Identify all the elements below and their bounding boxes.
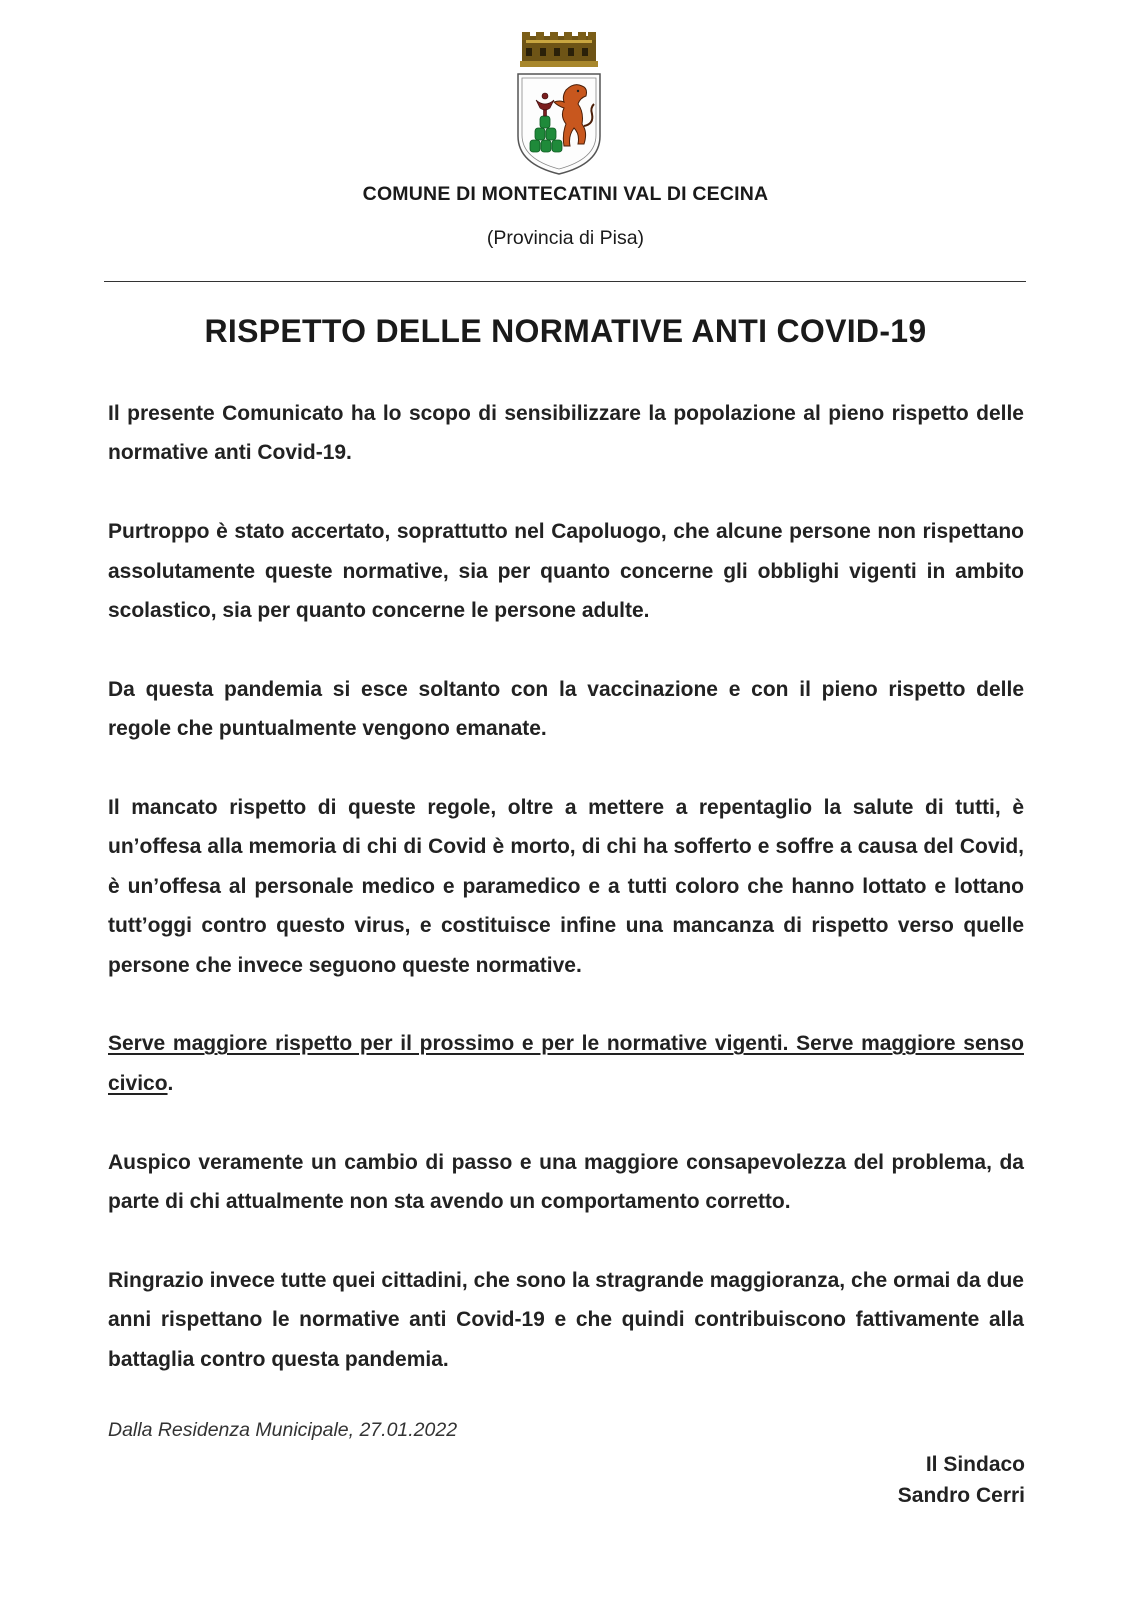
paragraph: Auspico veramente un cambio di passo e una maggiore consapevolezza del problema, da parte di chi attualmente non sta avendo un comportamento corretto. [108,1150,1024,1214]
dateline: Dalla Residenza Municipale, 27.01.2022 [108,1419,458,1441]
emphasis-paragraph [108,1024,1024,1103]
crown-icon [520,32,598,67]
signature-role: Il Sindaco [925,1453,1025,1476]
paragraph: Purtroppo è stato accertato, soprattutto nel Capoluogo, che alcune persone non rispettano assolutamente queste normative, sia per quanto concerne gli obblighi vigenti in ambito scolastico, sia per quanto concerne le persone adulte. [108,520,1024,623]
underlined-text: Serve maggiore rispetto per il prossimo e per le normative vigenti. Serve maggiore senso civico [108,1032,1024,1095]
organization-province: (Provincia di Pisa) [486,227,645,249]
organization-name: COMUNE DI MONTECATINI VAL DI CECINA [362,183,769,205]
document-title: RISPETTO DELLE NORMATIVE ANTI COVID-19 [204,313,927,349]
paragraph: Il mancato rispetto di queste regole, oltre a mettere a repentaglio la salute di tutti, è un’offesa alla memoria di chi di Covid è morto, di chi ha sofferto e soffre a causa del Covid, è un’offesa al personale medico e paramedico e a tutti coloro che hanno lottato e lottano tutt’oggi contro questo virus, e costituisce infine una mancanza di rispetto verso quelle persone che invece seguono queste normative. [108,796,1024,977]
paragraph: Da questa pandemia si esce soltanto con la vaccinazione e con il pieno rispetto delle regole che puntualmente vengono emanate. [108,677,1024,741]
signature-block [898,1449,1025,1511]
signature-name: Sandro Cerri [897,1484,1025,1507]
municipal-crest-icon [508,28,610,178]
paragraph: Ringrazio invece tutte quei cittadini, che sono la stragrande maggioranza, che ormai da due anni rispettano le normative anti Covid-19 e che quindi contribuiscono fattivamente alla battaglia contro questa pandemia. [108,1268,1024,1371]
document-body [108,394,1024,1418]
paragraph: Il presente Comunicato ha lo scopo di sensibilizzare la popolazione al pieno rispetto delle normative anti Covid-19. [108,402,1024,465]
header-divider [104,281,1026,282]
emphasis-tail: . [167,1071,174,1095]
